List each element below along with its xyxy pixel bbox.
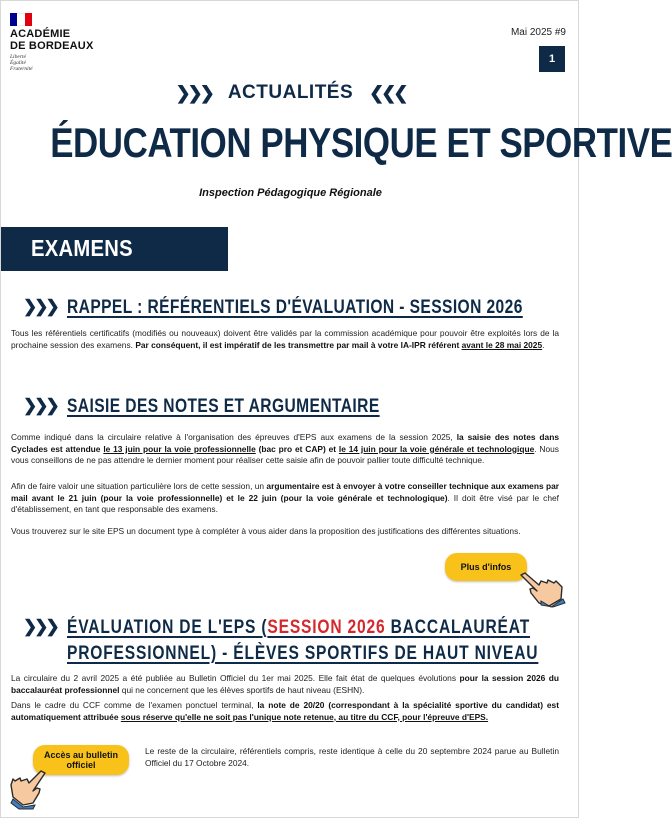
saisie-text-a: Comme indiqué dans la circulaire relative à l'organisation des épreuves d'EPS aux examens de la session 2025, (11, 432, 457, 442)
eval-heading-part-b: BACCALAURÉAT (385, 617, 530, 638)
logo-line-1: ACADÉMIE (10, 28, 71, 40)
flag-red (25, 13, 32, 26)
page-title: ÉDUCATION PHYSIQUE ET SPORTIVE (50, 119, 672, 166)
evaluation-paragraph-2 (11, 700, 559, 723)
saisie-bold-2b: argumentaire est à envoyer à votre conseiller technique aux examens par mail avant le 21 juin (pour la voie professionnelle) et le 22 juin (pour la voie générale et technologique) (11, 481, 559, 503)
rappel-text: Tous les référentiels certificatifs (modifiés ou nouveaux) doivent être validés par la commission académique pour pouvoir être exploités lors de la prochaine session des examens. (11, 328, 559, 350)
evaluation-paragraph-1 (11, 673, 559, 696)
eval-text-1e: qui ne concernent que les élèves sportifs de haut niveau (ESHN). (119, 684, 365, 695)
rappel-deadline: avant le 28 mai 2025 (461, 339, 543, 350)
saisie-date-pro: le 13 juin pour la voie professionnelle (103, 443, 256, 454)
pointing-hand-icon (511, 563, 567, 607)
eval-reserve: sous réserve qu'elle ne soit pas l'unique note retenue, au titre du CCF, pour l'épreuve d'EPS. (120, 711, 489, 722)
kicker-row (1, 82, 580, 104)
logo-motto (10, 54, 120, 72)
flag-white (17, 13, 24, 26)
chevrons-right-icon: ❯❯❯ (23, 617, 57, 636)
chevrons-right-icon: ❯❯❯ (23, 396, 57, 415)
evaluation-heading (23, 615, 642, 667)
saisie-paragraph-1 (11, 432, 559, 467)
pointing-hand-icon (11, 763, 59, 809)
saisie-bold-d: (bac pro et CAP) et (255, 443, 339, 454)
french-flag-icon (10, 13, 32, 26)
logo-line-2: DE BORDEAUX (10, 40, 94, 52)
page-subtitle: Inspection Pédagogique Régionale (199, 187, 382, 199)
saisie-heading-text: SAISIE DES NOTES ET ARGUMENTAIRE (66, 396, 380, 417)
eval-heading-session: SESSION 2026 (267, 617, 386, 638)
eval-heading-line2: PROFESSIONNEL) - ÉLÈVES SPORTIFS DE HAUT NIVEAU (66, 643, 539, 664)
saisie-text-2a: Afin de faire valoir une situation particulière lors de cette session, un (11, 481, 267, 491)
eval-bold-1b: pour la (459, 673, 493, 683)
section-banner (1, 227, 228, 271)
flag-blue (10, 13, 17, 26)
eval-heading-part-a: ÉVALUATION DE L'EPS ( (66, 617, 268, 638)
academie-logo (10, 13, 120, 72)
chevrons-right-icon: ❯❯❯ (175, 82, 212, 103)
eval-text-1a: La circulaire du 2 avril 2025 a été publiée au Bulletin Officiel du 1er mai 2025. Elle fait état de quelques évolutions (11, 673, 460, 683)
page-number-badge: 1 (539, 46, 565, 72)
saisie-paragraph-2 (11, 481, 559, 516)
banner-label: EXAMENS (31, 235, 133, 261)
saisie-heading (23, 394, 448, 420)
rappel-heading-text: RAPPEL : RÉFÉRENTIELS D'ÉVALUATION - SESSION 2026 (66, 297, 523, 318)
saisie-date-gt: le 14 juin pour la voie générale et technologique (338, 443, 535, 454)
eval-session-red: session 2026 (492, 673, 546, 683)
motto-egalite: Égalité (10, 60, 26, 66)
rappel-heading (23, 295, 623, 321)
kicker-label: ACTUALITÉS (227, 82, 354, 103)
saisie-paragraph-3: Vous trouverez sur le site EPS un document type à compléter à vous aider dans la proposition des justifications des différentes situations. (11, 526, 521, 536)
issue-date: Mai 2025 #9 (510, 27, 566, 38)
chevrons-left-icon: ❮❮❮ (369, 82, 406, 103)
eval-bold-1d: du baccalauréat professionnel (11, 673, 560, 695)
motto-liberte: Liberté (10, 54, 26, 60)
rappel-end: . (542, 339, 545, 350)
bulletin-officiel-button[interactable]: Accès au bulletin officiel (33, 745, 129, 775)
eval-text-2a: Dans le cadre du CCF comme de l'examen ponctuel terminal, (11, 700, 258, 710)
eval-bold-2b: la note de 20/20 (correspondant à la spécialité sportive du candidat) est automatiquement attribuée (11, 700, 559, 722)
rappel-paragraph (11, 328, 559, 351)
saisie-text-f: . Nous vous conseillons de ne pas attendre le dernier moment pour réaliser cette saisie afin de pouvoir pallier toute difficulté technique. (11, 443, 559, 466)
saisie-text-2c: . Il doit être visé par le chef d'établissement, en tant que responsable des examens. (11, 492, 559, 515)
motto-fraternite: Fraternité (10, 66, 33, 72)
saisie-bold-b: la saisie des notes dans Cyclades est attendue (11, 432, 559, 454)
rappel-bold-text: Par conséquent, il est impératif de les transmettre par mail à votre IA-IPR référent (135, 339, 462, 350)
evaluation-paragraph-3: Le reste de la circulaire, référentiels compris, reste identique à celle du 20 septembre 2024 parue au Bulletin Officiel du 17 Octobre 2024. (145, 746, 559, 768)
evaluation-heading-text (67, 615, 642, 667)
plus-infos-button[interactable]: Plus d'infos (445, 553, 527, 581)
chevrons-right-icon: ❯❯❯ (23, 297, 57, 316)
